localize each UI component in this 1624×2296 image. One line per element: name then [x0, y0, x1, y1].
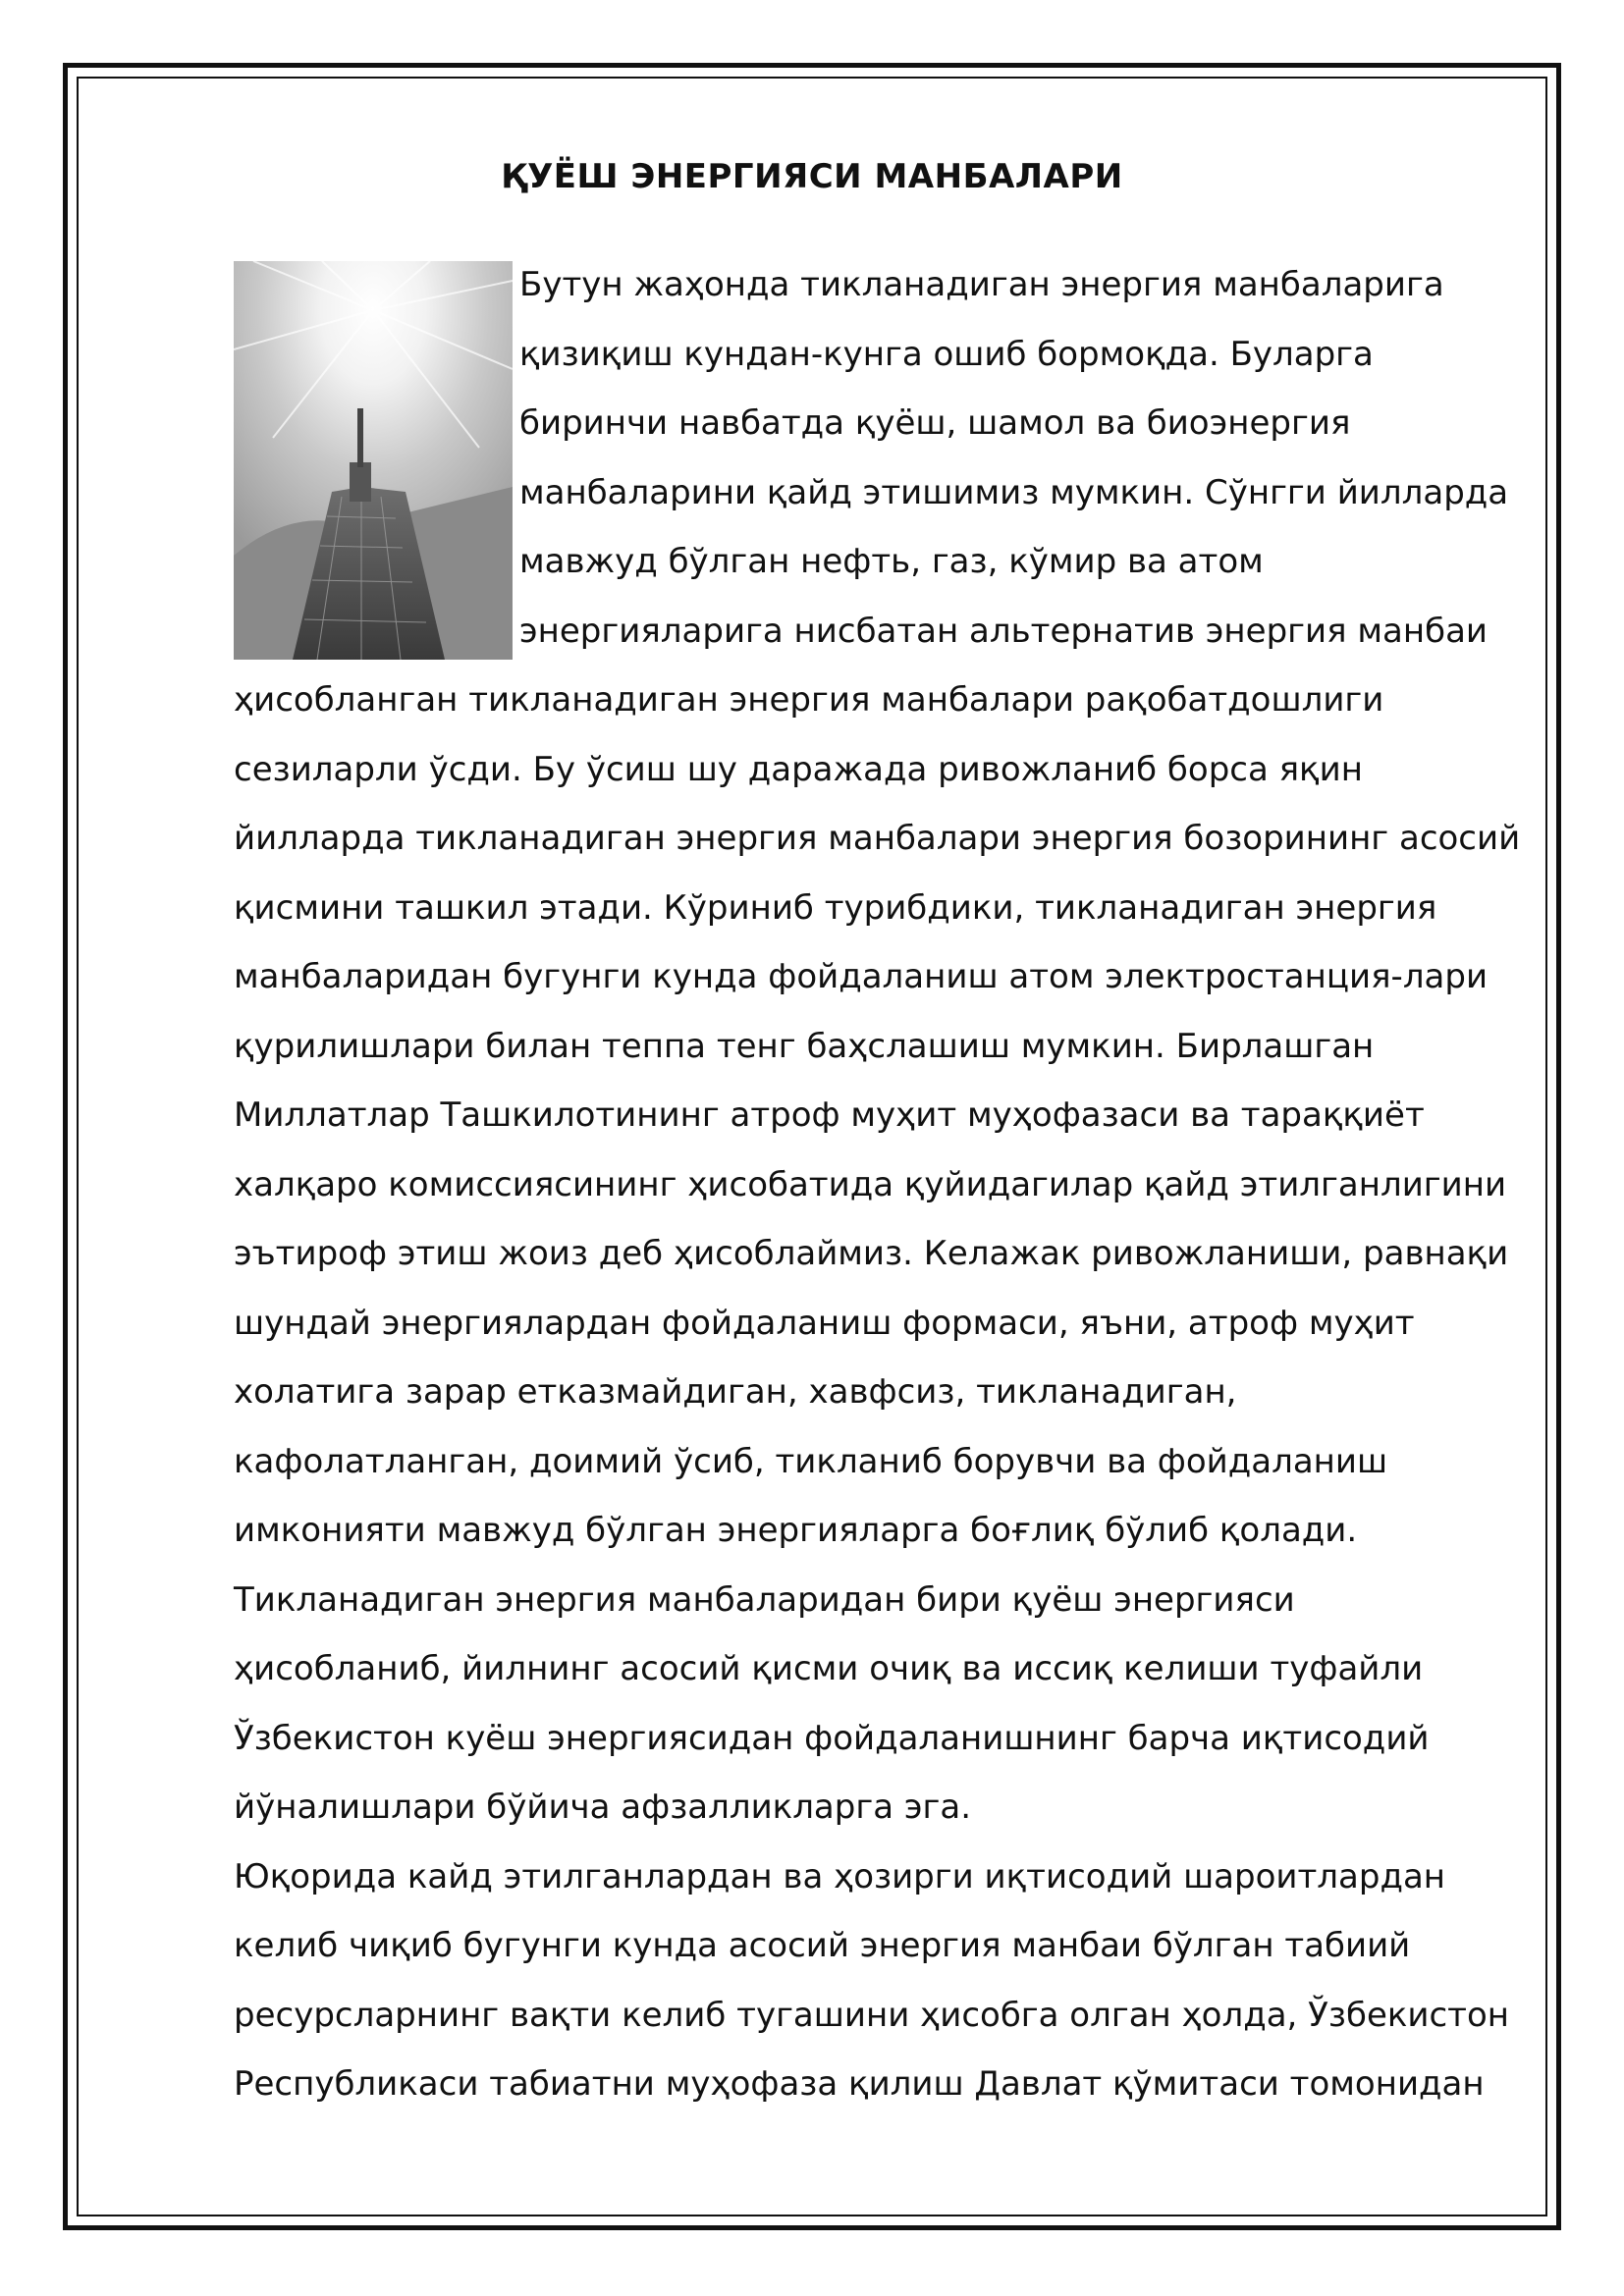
text-line: Юқорида кайд этилганлардан ва ҳозирги иқтисодий шароитлардан	[234, 1857, 1446, 1896]
text-line: Ўзбекистон куёш энергиясидан фойдаланишнинг барча иқтисодий	[234, 1719, 1430, 1758]
text-line: йўналишлари бўйича афзалликларга эга.	[234, 1788, 972, 1827]
text-line: манбаларини қайд этишимиз мумкин. Сўнгги йилларда	[519, 473, 1509, 512]
text-line: қизиқиш кундан-кунга ошиб бормоқда. Буларга	[519, 335, 1374, 374]
text-line: Тикланадиган энергия манбаларидан бири қуёш энергияси	[234, 1580, 1295, 1620]
text-line: манбаларидан бугунги кунда фойдаланиш атом электростанция-лари	[234, 957, 1489, 996]
text-line: ҳисобланган тикланадиган энергия манбалари рақобатдошлиги	[234, 680, 1384, 720]
document-title: ҚУЁШ ЭНЕРГИЯСИ МАНБАЛАРИ	[501, 157, 1123, 196]
text-line: Миллатлар Ташкилотининг атроф муҳит муҳофазаси ва тараққиёт	[234, 1095, 1425, 1135]
text-line: имконияти мавжуд бўлган энергияларга боғлиқ бўлиб қолади.	[234, 1511, 1358, 1550]
solar-panel-photo	[234, 261, 513, 660]
text-line: эътироф этиш жоиз деб ҳисоблаймиз. Келажак ривожланиши, равнақи	[234, 1234, 1509, 1273]
text-line: сезиларли ўсди. Бу ўсиш шу даражада ривожланиб борса яқин	[234, 750, 1363, 789]
text-line: ресурсларнинг вақти келиб тугашини ҳисобга олган ҳолда, Ўзбекистон	[234, 1996, 1510, 2035]
text-line: холатига зарар етказмайдиган, хавфсиз, тикланадиган,	[234, 1372, 1237, 1412]
text-line: халқаро комиссиясининг ҳисобатида қуйидагилар қайд этилганлигини	[234, 1165, 1507, 1204]
text-line: шундай энергиялардан фойдаланиш формаси, яъни, атроф муҳит	[234, 1304, 1415, 1343]
text-line: йилларда тикланадиган энергия манбалари энергия бозорининг асосий	[234, 819, 1521, 858]
text-line: келиб чиқиб бугунги кунда асосий энергия манбаи бўлган табиий	[234, 1926, 1411, 1965]
text-line: Республикаси табиатни муҳофаза қилиш Давлат қўмитаси томонидан	[234, 2064, 1485, 2104]
text-line: энергияларига нисбатан альтернатив энергия манбаи	[519, 612, 1488, 651]
text-line: қисмини ташкил этади. Кўриниб турибдики, тикланадиган энергия	[234, 888, 1437, 928]
text-line: Бутун жаҳонда тикланадиган энергия манбаларига	[519, 265, 1444, 304]
text-line: қурилишлари билан теппа тенг баҳслашиш мумкин. Бирлашган	[234, 1027, 1375, 1066]
text-line: мавжуд бўлган нефть, газ, кўмир ва атом	[519, 542, 1264, 581]
text-line: биринчи навбатда қуёш, шамол ва биоэнергия	[519, 403, 1351, 443]
text-line: ҳисобланиб, йилнинг асосий қисми очиқ ва иссиқ келиши туфайли	[234, 1649, 1424, 1688]
text-line: кафолатланган, доимий ўсиб, тикланиб борувчи ва фойдаланиш	[234, 1442, 1388, 1481]
